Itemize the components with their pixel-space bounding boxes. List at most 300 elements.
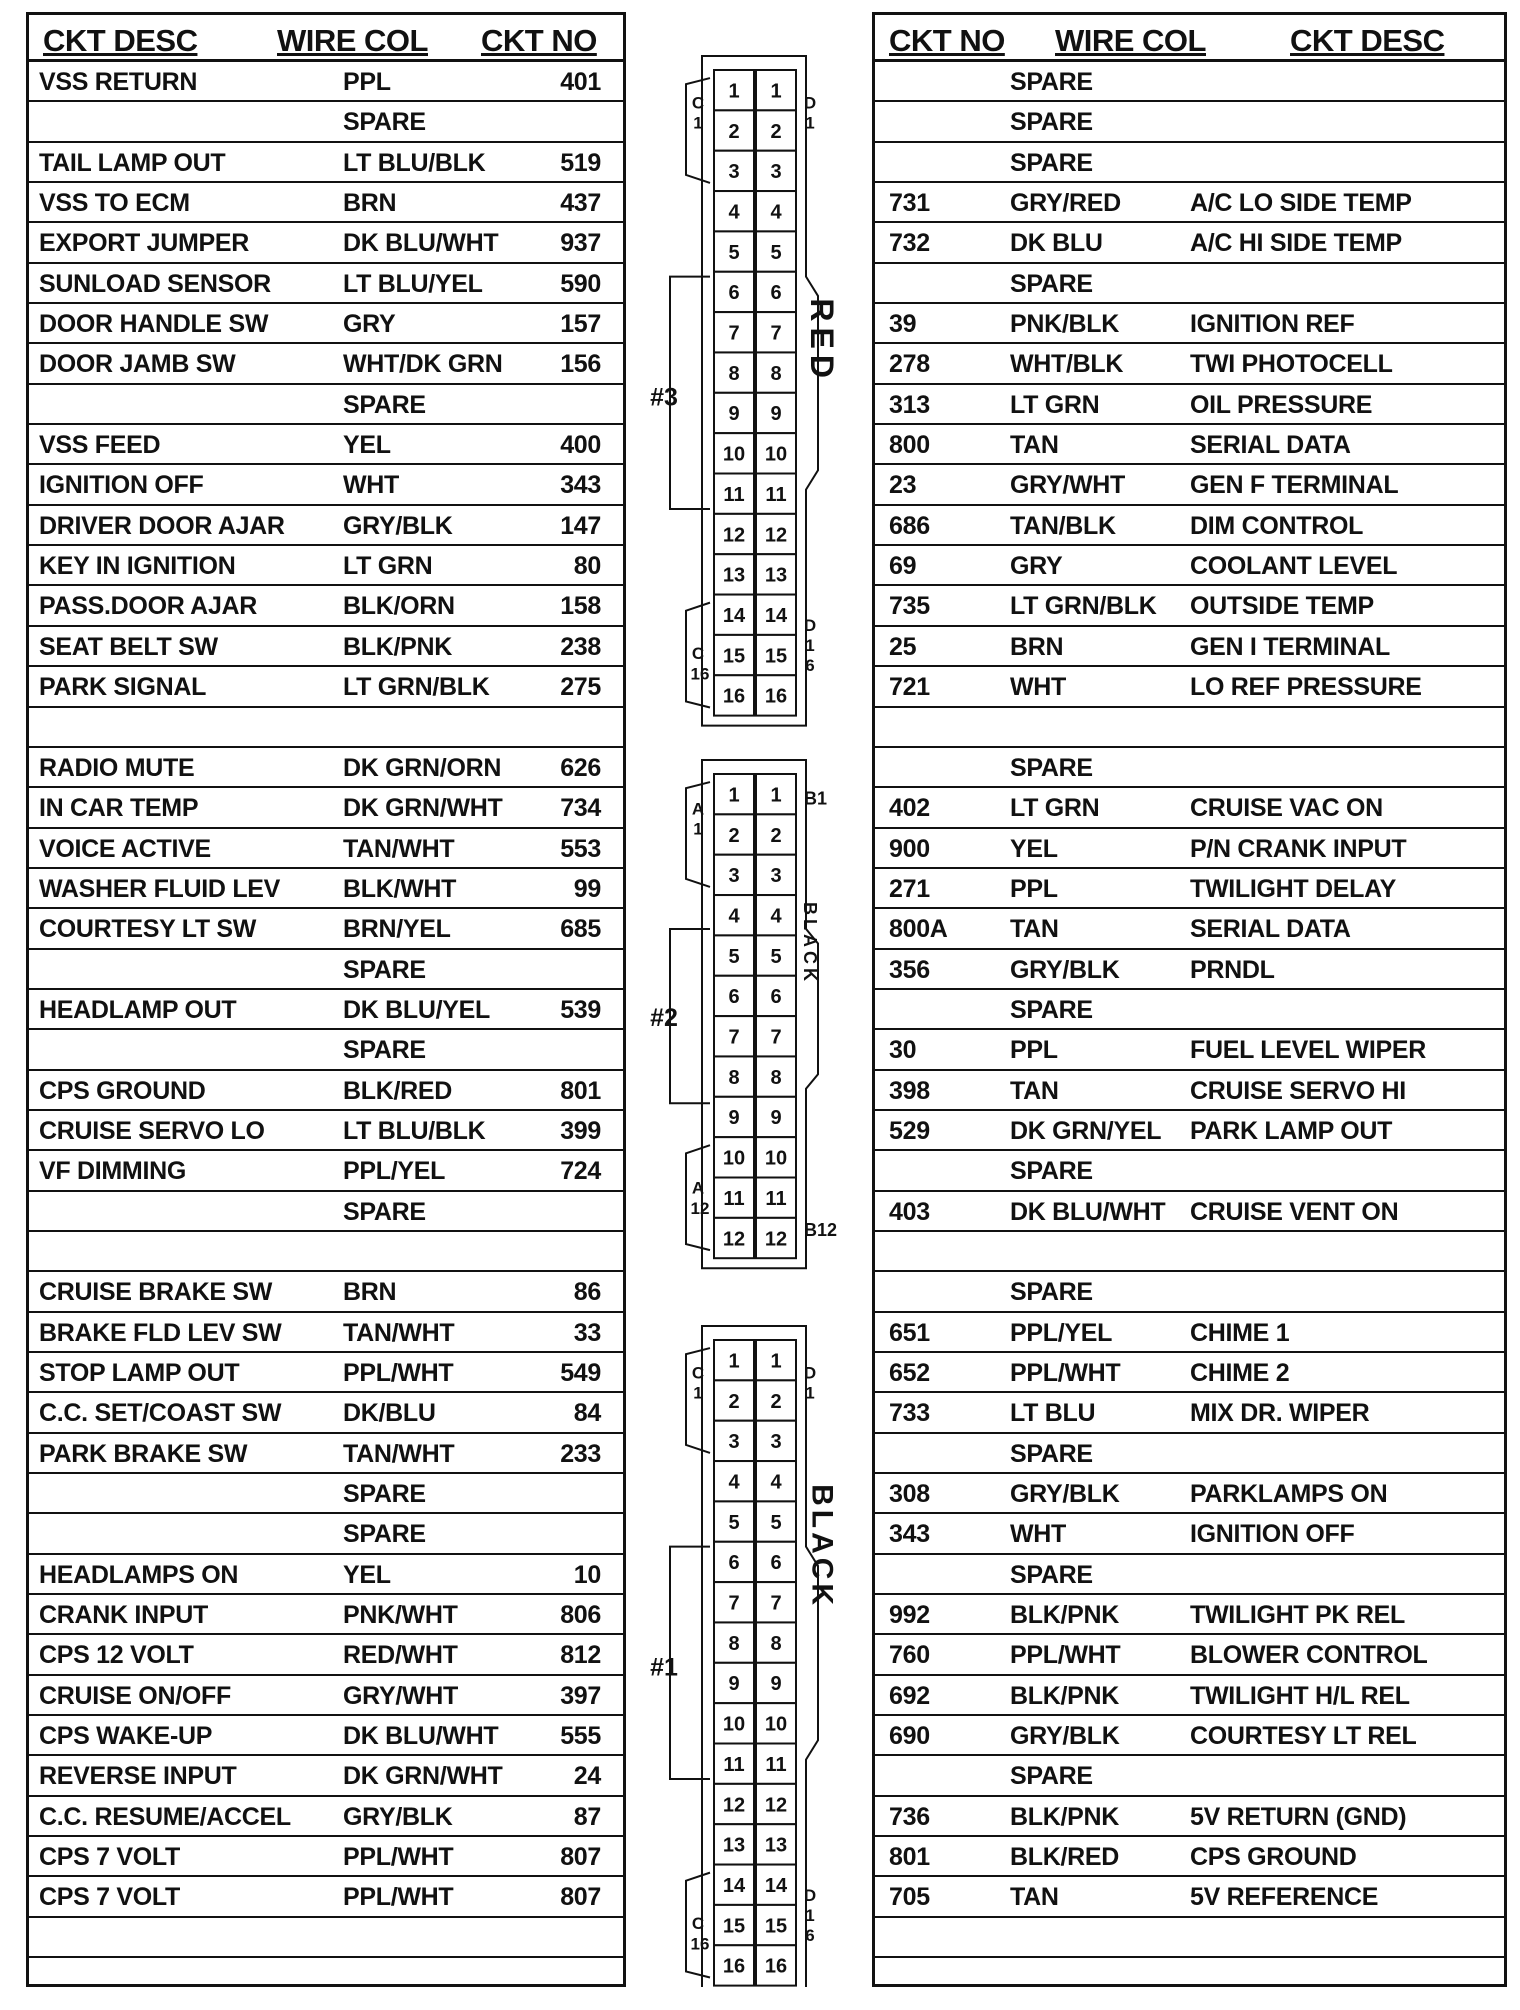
cell-last: TWI PHOTOCELL xyxy=(1190,350,1393,379)
right-header-ckt-desc: CKT DESC xyxy=(1290,23,1445,58)
pin-number-left: 10 xyxy=(722,1713,746,1736)
cell-first: 271 xyxy=(889,874,930,903)
cell-wire-color: LT GRN/BLK xyxy=(1010,592,1157,621)
cell-last: A/C HI SIDE TEMP xyxy=(1190,229,1402,258)
table-row xyxy=(29,1192,623,1232)
pin-number-right: 16 xyxy=(764,685,788,708)
pin-number-right: 8 xyxy=(770,1066,782,1089)
pin-number-left: 5 xyxy=(728,945,740,968)
pin-number-left: 1 xyxy=(728,80,740,103)
pin-number-left: 4 xyxy=(728,1471,740,1494)
table-row xyxy=(875,1151,1504,1191)
cell-wire-color: LT BLU/BLK xyxy=(343,148,486,177)
table-row xyxy=(875,1232,1504,1272)
cell-last: 807 xyxy=(560,1843,601,1872)
cell-wire-color: WHT xyxy=(1010,1520,1067,1549)
cell-wire-color: BLK/RED xyxy=(1010,1843,1120,1872)
pin-number-left: 8 xyxy=(728,1066,740,1089)
pin-number-right: 8 xyxy=(770,1632,782,1655)
pin-number-right: 7 xyxy=(770,1592,782,1615)
cell-first: 721 xyxy=(889,673,930,702)
cell-first: 800A xyxy=(889,915,948,944)
cell-first: RADIO MUTE xyxy=(39,753,195,782)
cell-last: BLOWER CONTROL xyxy=(1190,1641,1428,1670)
cell-first: DOOR JAMB SW xyxy=(39,350,236,379)
cell-wire-color: DK BLU/YEL xyxy=(343,995,491,1024)
cell-last: 937 xyxy=(560,229,601,258)
table-row xyxy=(875,748,1504,788)
cell-last: OIL PRESSURE xyxy=(1190,390,1373,419)
cell-first: 736 xyxy=(889,1802,930,1831)
cell-wire-color: BRN xyxy=(1010,632,1064,661)
cell-wire-color: TAN xyxy=(1010,915,1059,944)
cell-first: 992 xyxy=(889,1601,930,1630)
cell-last: SERIAL DATA xyxy=(1190,431,1351,460)
cell-last: 5V RETURN (GND) xyxy=(1190,1802,1407,1831)
pin-number-right: 4 xyxy=(770,905,782,928)
table-row xyxy=(29,62,623,102)
cell-wire-color: TAN/WHT xyxy=(343,834,455,863)
pin-ref-label: 1 xyxy=(693,113,703,133)
cell-first: 705 xyxy=(889,1883,930,1912)
pin-number-left: 11 xyxy=(723,1753,745,1776)
cell-first: 403 xyxy=(889,1197,930,1226)
cell-wire-color: YEL xyxy=(343,1560,391,1589)
table-row xyxy=(29,1676,623,1716)
table-row xyxy=(29,667,623,707)
cell-last: P/N CRANK INPUT xyxy=(1190,834,1407,863)
cell-wire-color: LT GRN xyxy=(1010,794,1100,823)
pin-number-right: 5 xyxy=(770,1511,782,1534)
cell-wire-color: BLK/ORN xyxy=(343,592,455,621)
left-table-rows xyxy=(29,62,623,1958)
cell-first: 308 xyxy=(889,1480,930,1509)
cell-last: 801 xyxy=(560,1076,601,1105)
cell-first: CRANK INPUT xyxy=(39,1601,208,1630)
pin-ref-label: 6 xyxy=(805,1926,815,1946)
pin-number-left: 9 xyxy=(728,403,740,426)
cell-wire-color: DK BLU/WHT xyxy=(1010,1197,1166,1226)
cell-wire-color: GRY/RED xyxy=(1010,189,1121,218)
pin-number-left: 3 xyxy=(728,161,740,184)
table-row xyxy=(875,1716,1504,1756)
table-row xyxy=(875,143,1504,183)
cell-first: VSS RETURN xyxy=(39,68,198,96)
table-row xyxy=(875,1797,1504,1837)
table-row xyxy=(29,1555,623,1595)
cell-last: 437 xyxy=(560,189,601,218)
table-row xyxy=(29,143,623,183)
cell-first: 651 xyxy=(889,1318,930,1347)
cell-first: CPS 12 VOLT xyxy=(39,1641,194,1670)
table-row xyxy=(29,1151,623,1191)
pin-number-left: 12 xyxy=(722,524,746,547)
left-header-ckt-no: CKT NO xyxy=(481,23,597,58)
cell-first: VSS FEED xyxy=(39,431,161,460)
table-row xyxy=(875,586,1504,626)
table-row xyxy=(29,748,623,788)
pin-number-right: 4 xyxy=(770,1471,782,1494)
cell-first: 732 xyxy=(889,229,930,258)
cell-last: 549 xyxy=(560,1359,601,1387)
cell-first: HEADLAMP OUT xyxy=(39,995,237,1024)
cell-first: 23 xyxy=(889,471,917,500)
cell-last: GEN F TERMINAL xyxy=(1190,471,1399,500)
cell-wire-color: DK BLU xyxy=(1010,229,1103,258)
pin-ref-label: C xyxy=(691,93,705,113)
pin-number-right: 15 xyxy=(764,645,788,668)
cell-first: VOICE ACTIVE xyxy=(39,834,211,863)
cell-wire-color: WHT xyxy=(1010,673,1067,702)
cell-first: CRUISE ON/OFF xyxy=(39,1681,231,1710)
cell-last: A/C LO SIDE TEMP xyxy=(1190,189,1412,218)
cell-first: 69 xyxy=(889,552,917,581)
table-row xyxy=(875,1595,1504,1635)
cell-last: SERIAL DATA xyxy=(1190,915,1351,944)
pin-ref-label: D xyxy=(803,615,817,635)
cell-first: CPS 7 VOLT xyxy=(39,1843,181,1872)
pin-ref-label: A xyxy=(691,799,705,819)
cell-first: 731 xyxy=(889,189,930,218)
cell-last: 5V REFERENCE xyxy=(1190,1883,1379,1912)
pin-number-left: 13 xyxy=(722,1834,746,1857)
cell-wire-color: SPARE xyxy=(1010,1560,1093,1589)
cell-wire-color: DK BLU/WHT xyxy=(343,229,499,258)
cell-first: 735 xyxy=(889,592,930,621)
cell-last: TWILIGHT PK REL xyxy=(1190,1601,1405,1630)
pin-number-left: 13 xyxy=(722,564,746,587)
cell-last: 539 xyxy=(560,995,601,1024)
cell-wire-color: PPL/WHT xyxy=(343,1359,454,1387)
cell-wire-color: PPL/WHT xyxy=(343,1883,454,1912)
cell-wire-color: GRY xyxy=(343,310,396,339)
cell-wire-color: SPARE xyxy=(343,1197,426,1226)
cell-first: COURTESY LT SW xyxy=(39,915,257,944)
pin-number-right: 1 xyxy=(770,80,782,103)
cell-wire-color: GRY/BLK xyxy=(343,1802,453,1831)
pin-number-right: 10 xyxy=(764,1713,788,1736)
connector-color-label: BLACK xyxy=(800,901,820,985)
cell-first: VSS TO ECM xyxy=(39,189,190,218)
table-row xyxy=(29,1434,623,1474)
cell-last: CHIME 2 xyxy=(1190,1359,1290,1387)
pin-number-right: 11 xyxy=(765,1753,787,1776)
cell-first: 529 xyxy=(889,1116,930,1145)
cell-first: 30 xyxy=(889,1036,917,1065)
cell-first: 278 xyxy=(889,350,930,379)
cell-wire-color: LT GRN xyxy=(343,552,433,581)
pin-ref-label: 1 xyxy=(805,1906,815,1926)
cell-first: SEAT BELT SW xyxy=(39,632,218,661)
cell-wire-color: GRY xyxy=(1010,552,1063,581)
cell-wire-color: PPL/WHT xyxy=(343,1843,454,1872)
table-row xyxy=(875,1192,1504,1232)
pin-number-right: 15 xyxy=(764,1915,788,1938)
table-row xyxy=(875,1313,1504,1353)
pin-number-left: 5 xyxy=(728,241,740,264)
pin-number-right: 7 xyxy=(770,322,782,345)
cell-first: STOP LAMP OUT xyxy=(39,1359,240,1387)
cell-first: IN CAR TEMP xyxy=(39,794,199,823)
cell-wire-color: BLK/PNK xyxy=(343,632,453,661)
cell-last: 10 xyxy=(573,1560,601,1589)
pin-number-left: 9 xyxy=(728,1107,740,1130)
right-circuit-table xyxy=(872,12,1507,1987)
cell-first: PARK BRAKE SW xyxy=(39,1439,248,1468)
table-row xyxy=(29,385,623,425)
cell-first: KEY IN IGNITION xyxy=(39,552,236,581)
table-row xyxy=(875,1555,1504,1595)
cell-last: CRUISE VENT ON xyxy=(1190,1197,1399,1226)
cell-first: C.C. RESUME/ACCEL xyxy=(39,1802,291,1831)
cell-last: 734 xyxy=(560,794,601,823)
pin-ref-label: 12 xyxy=(690,1198,710,1218)
table-row xyxy=(875,1756,1504,1796)
cell-wire-color: BLK/PNK xyxy=(1010,1601,1120,1630)
table-row xyxy=(29,1635,623,1675)
cell-wire-color: WHT/DK GRN xyxy=(343,350,503,379)
cell-last: DIM CONTROL xyxy=(1190,511,1364,540)
cell-first: 652 xyxy=(889,1359,930,1387)
cell-first: 733 xyxy=(889,1399,930,1428)
pin-number-left: 15 xyxy=(722,1915,746,1938)
table-row xyxy=(875,385,1504,425)
cell-first: C.C. SET/COAST SW xyxy=(39,1399,282,1428)
cell-wire-color: PPL/WHT xyxy=(1010,1359,1121,1387)
cell-first: 686 xyxy=(889,511,930,540)
cell-wire-color: BLK/PNK xyxy=(1010,1802,1120,1831)
connector-id-label: #1 xyxy=(650,1653,678,1682)
table-row xyxy=(875,1030,1504,1070)
cell-wire-color: BRN/YEL xyxy=(343,915,451,944)
pin-number-right: 3 xyxy=(770,1431,782,1454)
cell-wire-color: SPARE xyxy=(1010,1278,1093,1307)
cell-wire-color: GRY/BLK xyxy=(1010,955,1120,984)
cell-wire-color: LT BLU/YEL xyxy=(343,269,483,298)
cell-last: 812 xyxy=(560,1641,601,1670)
cell-wire-color: RED/WHT xyxy=(343,1641,458,1670)
cell-first: PARK SIGNAL xyxy=(39,673,207,702)
pin-number-left: 1 xyxy=(728,1350,740,1373)
left-table-header xyxy=(29,15,623,62)
pin-number-left: 14 xyxy=(722,604,746,627)
cell-first: 402 xyxy=(889,794,930,823)
cell-last: 343 xyxy=(560,471,601,500)
cell-last: 724 xyxy=(560,1157,601,1186)
cell-wire-color: SPARE xyxy=(343,1520,426,1549)
table-row xyxy=(29,1071,623,1111)
cell-wire-color: SPARE xyxy=(343,108,426,137)
pin-ref-label: 1 xyxy=(693,819,703,839)
cell-last: CHIME 1 xyxy=(1190,1318,1290,1347)
right-table-rows xyxy=(875,62,1504,1958)
pin-number-right: 13 xyxy=(764,1834,788,1857)
left-circuit-table xyxy=(26,12,626,1987)
cell-last: 626 xyxy=(560,753,601,782)
cell-wire-color: PNK/BLK xyxy=(1010,310,1120,339)
pin-number-right: 1 xyxy=(770,1350,782,1373)
table-row xyxy=(29,1716,623,1756)
cell-wire-color: SPARE xyxy=(1010,753,1093,782)
pin-number-left: 15 xyxy=(722,645,746,668)
pin-number-right: 1 xyxy=(770,784,782,807)
cell-wire-color: DK GRN/WHT xyxy=(343,794,503,823)
cell-wire-color: TAN xyxy=(1010,431,1059,460)
table-row xyxy=(29,1595,623,1635)
table-row xyxy=(29,1353,623,1393)
cell-wire-color: BRN xyxy=(343,1278,397,1307)
cell-last: 233 xyxy=(560,1439,601,1468)
table-row xyxy=(29,1918,623,1958)
table-row xyxy=(875,990,1504,1030)
table-row xyxy=(29,909,623,949)
cell-wire-color: TAN xyxy=(1010,1883,1059,1912)
cell-wire-color: PPL/YEL xyxy=(343,1157,446,1186)
table-row xyxy=(29,223,623,263)
pin-number-left: 2 xyxy=(728,824,740,847)
cell-first: PASS.DOOR AJAR xyxy=(39,592,258,621)
cell-first: CRUISE BRAKE SW xyxy=(39,1278,273,1307)
cell-last: LO REF PRESSURE xyxy=(1190,673,1422,702)
table-row xyxy=(875,1635,1504,1675)
cell-first: 692 xyxy=(889,1681,930,1710)
pin-number-right: 8 xyxy=(770,362,782,385)
table-row xyxy=(875,788,1504,828)
cell-wire-color: LT GRN xyxy=(1010,390,1100,419)
pin-number-right: 9 xyxy=(770,403,782,426)
table-row xyxy=(29,1837,623,1877)
cell-wire-color: TAN/BLK xyxy=(1010,511,1116,540)
cell-last: COURTESY LT REL xyxy=(1190,1722,1417,1751)
pin-ref-label: 1 xyxy=(805,113,815,133)
cell-wire-color: YEL xyxy=(343,431,391,460)
cell-last: 147 xyxy=(560,511,601,540)
cell-first: 313 xyxy=(889,390,930,419)
pin-number-left: 8 xyxy=(728,362,740,385)
pin-number-right: 9 xyxy=(770,1673,782,1696)
cell-last: 399 xyxy=(560,1116,601,1145)
cell-first: EXPORT JUMPER xyxy=(39,229,250,258)
cell-last: 157 xyxy=(560,310,601,339)
table-row xyxy=(29,829,623,869)
cell-wire-color: LT BLU xyxy=(1010,1399,1096,1428)
cell-last: CRUISE VAC ON xyxy=(1190,794,1383,823)
table-row xyxy=(875,465,1504,505)
table-row xyxy=(875,1393,1504,1433)
table-row xyxy=(29,1514,623,1554)
cell-last: 553 xyxy=(560,834,601,863)
table-row xyxy=(29,264,623,304)
table-row xyxy=(29,1313,623,1353)
pin-number-left: 16 xyxy=(722,685,746,708)
right-header-ckt-no: CKT NO xyxy=(889,23,1005,58)
pin-ref-label: D xyxy=(803,1363,817,1383)
cell-wire-color: BLK/WHT xyxy=(343,874,457,903)
cell-last: CPS GROUND xyxy=(1190,1843,1357,1872)
table-row xyxy=(875,1111,1504,1151)
cell-wire-color: DK GRN/ORN xyxy=(343,753,502,782)
cell-last: MIX DR. WIPER xyxy=(1190,1399,1370,1428)
pin-number-left: 10 xyxy=(722,1147,746,1170)
cell-wire-color: BRN xyxy=(343,189,397,218)
cell-first: HEADLAMPS ON xyxy=(39,1560,239,1589)
table-row xyxy=(875,506,1504,546)
cell-last: 99 xyxy=(573,874,601,903)
connector-color-label: RED xyxy=(804,298,840,384)
cell-wire-color: SPARE xyxy=(343,955,426,984)
pin-number-right: 12 xyxy=(764,1794,788,1817)
cell-wire-color: SPARE xyxy=(1010,1439,1093,1468)
pin-number-left: 3 xyxy=(728,865,740,888)
cell-wire-color: DK GRN/YEL xyxy=(1010,1116,1162,1145)
cell-first: CPS 7 VOLT xyxy=(39,1883,181,1912)
pin-number-right: 5 xyxy=(770,945,782,968)
cell-wire-color: GRY/WHT xyxy=(343,1681,459,1710)
cell-last: 590 xyxy=(560,269,601,298)
cell-last: CRUISE SERVO HI xyxy=(1190,1076,1406,1105)
pin-number-left: 7 xyxy=(728,1592,740,1615)
cell-wire-color: SPARE xyxy=(343,390,426,419)
table-row xyxy=(875,425,1504,465)
cell-last: PARKLAMPS ON xyxy=(1190,1480,1388,1509)
table-row xyxy=(875,102,1504,142)
pin-number-left: 11 xyxy=(723,483,745,506)
left-header-ckt-desc: CKT DESC xyxy=(43,23,198,58)
cell-wire-color: SPARE xyxy=(1010,148,1093,177)
table-row xyxy=(29,304,623,344)
table-row xyxy=(875,950,1504,990)
pin-number-left: 5 xyxy=(728,1511,740,1534)
cell-first: VF DIMMING xyxy=(39,1157,186,1186)
cell-wire-color: TAN/WHT xyxy=(343,1439,455,1468)
cell-wire-color: GRY/BLK xyxy=(343,511,453,540)
cell-first: IGNITION OFF xyxy=(39,471,204,500)
cell-last: 87 xyxy=(573,1802,601,1831)
cell-first: REVERSE INPUT xyxy=(39,1762,237,1791)
cell-wire-color: SPARE xyxy=(1010,108,1093,137)
table-row xyxy=(29,1756,623,1796)
table-row xyxy=(875,1474,1504,1514)
cell-first: WASHER FLUID LEV xyxy=(39,874,281,903)
connector-diagrams xyxy=(624,12,874,1987)
pin-number-right: 9 xyxy=(770,1107,782,1130)
connector-id-label: #3 xyxy=(650,383,678,412)
pin-number-left: 3 xyxy=(728,1431,740,1454)
table-row xyxy=(875,344,1504,384)
table-row xyxy=(875,264,1504,304)
pin-number-left: 7 xyxy=(728,1026,740,1049)
pin-number-left: 16 xyxy=(722,1955,746,1978)
cell-first: 690 xyxy=(889,1722,930,1751)
table-row xyxy=(875,667,1504,707)
pin-number-left: 6 xyxy=(728,282,740,305)
cell-wire-color: PPL xyxy=(1010,1036,1058,1065)
pin-number-left: 4 xyxy=(728,905,740,928)
cell-wire-color: PPL xyxy=(343,68,391,96)
cell-last: 275 xyxy=(560,673,601,702)
cell-first: 900 xyxy=(889,834,930,863)
cell-wire-color: LT BLU/BLK xyxy=(343,1116,486,1145)
cell-wire-color: WHT xyxy=(343,471,400,500)
cell-last: 806 xyxy=(560,1601,601,1630)
cell-first: 398 xyxy=(889,1076,930,1105)
cell-last: GEN I TERMINAL xyxy=(1190,632,1390,661)
left-header-wire-col: WIRE COL xyxy=(277,23,428,58)
cell-wire-color: DK BLU/WHT xyxy=(343,1722,499,1751)
table-row xyxy=(29,869,623,909)
connector-id-label: #2 xyxy=(650,1003,678,1032)
table-row xyxy=(875,546,1504,586)
